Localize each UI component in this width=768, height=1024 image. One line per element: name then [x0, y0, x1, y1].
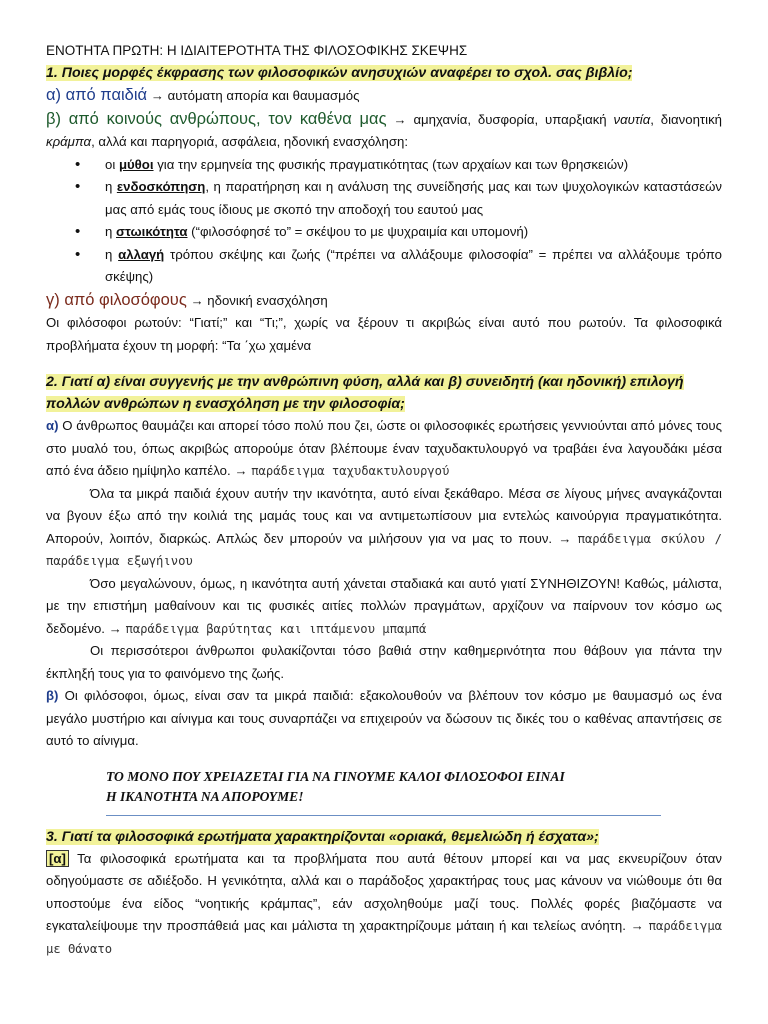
- q2-p3-text: Όσο μεγαλώνουν, όμως, η ικανότητα αυτή χάνεται σταδιακά και αυτό γιατί ΣΥΝΗΘΙΖΟΥΝ! Καθώς, μάλιστα, με την επιστήμη μαθαίνουν και τις φυσικές αιτίες πολλών πραγμάτων, αρχίζουν να παίρνουν τον κόσμο ως δεδομένο.: [46, 575, 722, 636]
- callout-box: [106, 767, 722, 807]
- arrow: →: [150, 88, 164, 103]
- q1-answer-c: [46, 289, 722, 313]
- bullet-pre: η: [105, 246, 119, 262]
- q1-c-text: ηδονική ενασχόληση: [207, 292, 328, 308]
- q3-a-marker: [α]: [46, 850, 69, 867]
- q1-b-text1: αμηχανία, δυσφορία, υπαρξιακή: [413, 111, 607, 127]
- bullet-pre: η: [105, 179, 117, 194]
- bullet-pre: η: [105, 224, 116, 239]
- bullet-key: στωικότητα: [116, 224, 188, 239]
- example-death: παράδειγμα με Θάνατο: [46, 919, 723, 956]
- arrow: →: [393, 111, 407, 127]
- q2-p5-text: Οι φιλόσοφοι, όμως, είναι σαν τα μικρά παιδιά: εξακολουθούν να βλέπουν τον κόσμο με θαυμασμό ως ένα μεγάλο μυστήριο και αίνιγμα και τους συναρπάζει να επιχειρούν να δώσουν τις δικές του ο καθένας απαντήσεις σε αυτό το αίνιγμα.: [46, 688, 722, 748]
- q1-c-label: γ) από φιλοσόφους: [46, 290, 187, 309]
- list-item: [91, 154, 722, 177]
- q1-b-text2: , διανοητική: [650, 111, 722, 127]
- example-dog-alien: παράδειγμα σκύλου / παράδειγμα εξωγήινου: [46, 531, 722, 568]
- list-item: [91, 244, 722, 289]
- question-1-text: 1. Ποιες μορφές έκφρασης των φιλοσοφικών ανησυχιών αναφέρει το σχολ. σας βιβλίο;: [46, 65, 633, 81]
- q1-a-label: α) από παιδιά: [46, 86, 148, 104]
- q1-bullet-list: [46, 154, 722, 289]
- arrow: →: [630, 918, 644, 933]
- bullet-post: (“φιλοσόφησέ το” = σκέψου το με ψυχραιμία και υπομονή): [187, 224, 529, 239]
- bullet-pre: οι: [105, 156, 119, 172]
- callout-line-2: Η ΙΚΑΝΟΤΗΤΑ ΝΑ ΑΠΟΡΟΥΜΕ!: [106, 788, 304, 804]
- list-item: [91, 221, 722, 244]
- q1-b-label: β) από κοινούς ανθρώπους, τον καθένα μας: [46, 109, 387, 128]
- document-page: [46, 40, 722, 960]
- q2-paragraph-5: [46, 685, 722, 753]
- question-2-text: 2. Γιατί α) είναι συγγενής με την ανθρώπινη φύση, αλλά και β) συνειδητή (και ηδονική) επιλογή πολλών ανθρώπων η ενασχόληση με την φιλοσοφία;: [46, 374, 684, 412]
- q3-paragraph-1: [46, 848, 722, 961]
- bullet-key: ενδοσκόπηση: [116, 179, 206, 194]
- question-1: [46, 62, 722, 84]
- bullet-key: μύθοι: [118, 156, 154, 172]
- arrow: →: [234, 463, 248, 478]
- q1-b-kramba: κράμπα: [46, 134, 92, 149]
- example-gravity: παράδειγμα βαρύτητας και ιπτάμενου μπαμπά: [125, 621, 427, 636]
- arrow: →: [108, 620, 122, 636]
- q2-a-marker: α): [46, 418, 59, 433]
- q2-paragraph-1: [46, 415, 722, 483]
- bullet-post: , η παρατήρηση και η ανάλυση της συνείδησής μας και των ψυχολογικών καταστάσεών μας από εμάς τους ίδιους με σκοπό την αποδοχή του εαυτού μας: [105, 179, 723, 217]
- q1-a-text: αυτόματη απορία και θαυμασμός: [167, 88, 360, 103]
- arrow: →: [558, 530, 572, 546]
- q2-paragraph-2: [46, 483, 722, 573]
- page-title: ΕΝΟΤΗΤΑ ΠΡΩΤΗ: Η ΙΔΙΑΙΤΕΡΟΤΗΤΑ ΤΗΣ ΦΙΛΟΣΟΦΙΚΗΣ ΣΚΕΨΗΣ: [46, 43, 468, 58]
- q1-b-text3: , αλλά και παρηγοριά, ασφάλεια, ηδονική ενασχόληση:: [91, 134, 408, 149]
- example-magician: παράδειγμα ταχυδακτυλουργού: [251, 464, 450, 478]
- q2-b-marker: β): [46, 688, 59, 703]
- q2-paragraph-3: [46, 573, 722, 641]
- bullet-key: αλλαγή: [118, 246, 165, 262]
- arrow: →: [190, 292, 204, 308]
- bullet-post: τρόπου σκέψης και ζωής (“πρέπει να αλλάξουμε φιλοσοφία” = πρέπει να αλλάξουμε τρόπο σκέψης): [105, 246, 722, 284]
- q3-p1-text: Τα φιλοσοφικά ερωτήματα και τα προβλήματα που αυτά θέτουν μπορεί και να μας εκνευρίζουν όταν οδηγούμαστε σε αδιέξοδο. Η γενικότητα, αλλά και ο παράδοξος χαρακτήρας τους μας κάνουν να νιώθουμε ότι θα υποστούμε ένα είδος “νοητικής κράμπας”, εάν ασχοληθούμε μαζί τους. Πολλές φορές βιαζόμαστε να εγκαταλείψουμε την προσπάθειά μας και μάλιστα τη χαρακτηρίζουμε μάταιη ή και τελείως ανόητη.: [46, 850, 722, 933]
- callout-line-1: ΤΟ ΜΟΝΟ ΠΟΥ ΧΡΕΙΑΖΕΤΑΙ ΓΙΑ ΝΑ ΓΙΝΟΥΜΕ ΚΑΛΟΙ ΦΙΛΟΣΟΦΟΙ ΕΙΝΑΙ: [106, 768, 565, 784]
- list-item: [91, 176, 722, 221]
- q1-b-naftia: ναυτία: [613, 111, 651, 127]
- question-3-text: 3. Γιατί τα φιλοσοφικά ερωτήματα χαρακτηρίζονται «οριακά, θεμελιώδη ή έσχατα»;: [46, 828, 599, 845]
- q1-closing: Οι φιλόσοφοι ρωτούν: “Γιατί;” και “Τι;”, χωρίς να ξέρουν τι ακριβώς είναι αυτό που ρωτούν. Τα φιλοσοφικά προβλήματα έχουν τη μορφή: “Τα ΄χω χαμένα: [46, 315, 722, 353]
- q1-answer-a: [46, 84, 722, 108]
- q2-paragraph-4: Οι περισσότεροι άνθρωποι φυλακίζονται τόσο βαθιά στην καθημερινότητα που θάβουν για πάντα την έκπληξή τους για το φαινόμενο της ζωής.: [46, 643, 722, 681]
- bullet-post: για την ερμηνεία της φυσικής πραγματικότητας (των αρχαίων και των θρησκειών): [153, 156, 629, 172]
- q2-p1-text: Ο άνθρωπος θαυμάζει και απορεί τόσο πολύ που ζει, ώστε οι φιλοσοφικές ερωτήσεις γεννιούνται από μόνες τους στο μυαλό του, όπως ακριβώς απορούμε όταν βλέπουμε έναν ταχυδακτυλουργό να τραβάει ένα λαγουδάκι μέσα από ένα άδειο ημίψηλο καπέλο.: [46, 418, 722, 478]
- question-2: [46, 371, 722, 415]
- q2-p2-text: Όλα τα μικρά παιδιά έχουν αυτήν την ικανότητα, αυτό είναι ξεκάθαρο. Μέσα σε λίγους μήνες αναγκάζονται να βγουν έξω από την κοιλιά της μαμάς τους και να αντιμετωπίσουν μια εντελώς καινούργια πραγματικότητα. Απορούν, λοιπόν, διαρκώς. Απλώς δεν μπορούν να μιλήσουν για να μας το πουν.: [46, 485, 722, 546]
- question-3: [46, 826, 722, 848]
- q1-answer-b: [46, 108, 722, 154]
